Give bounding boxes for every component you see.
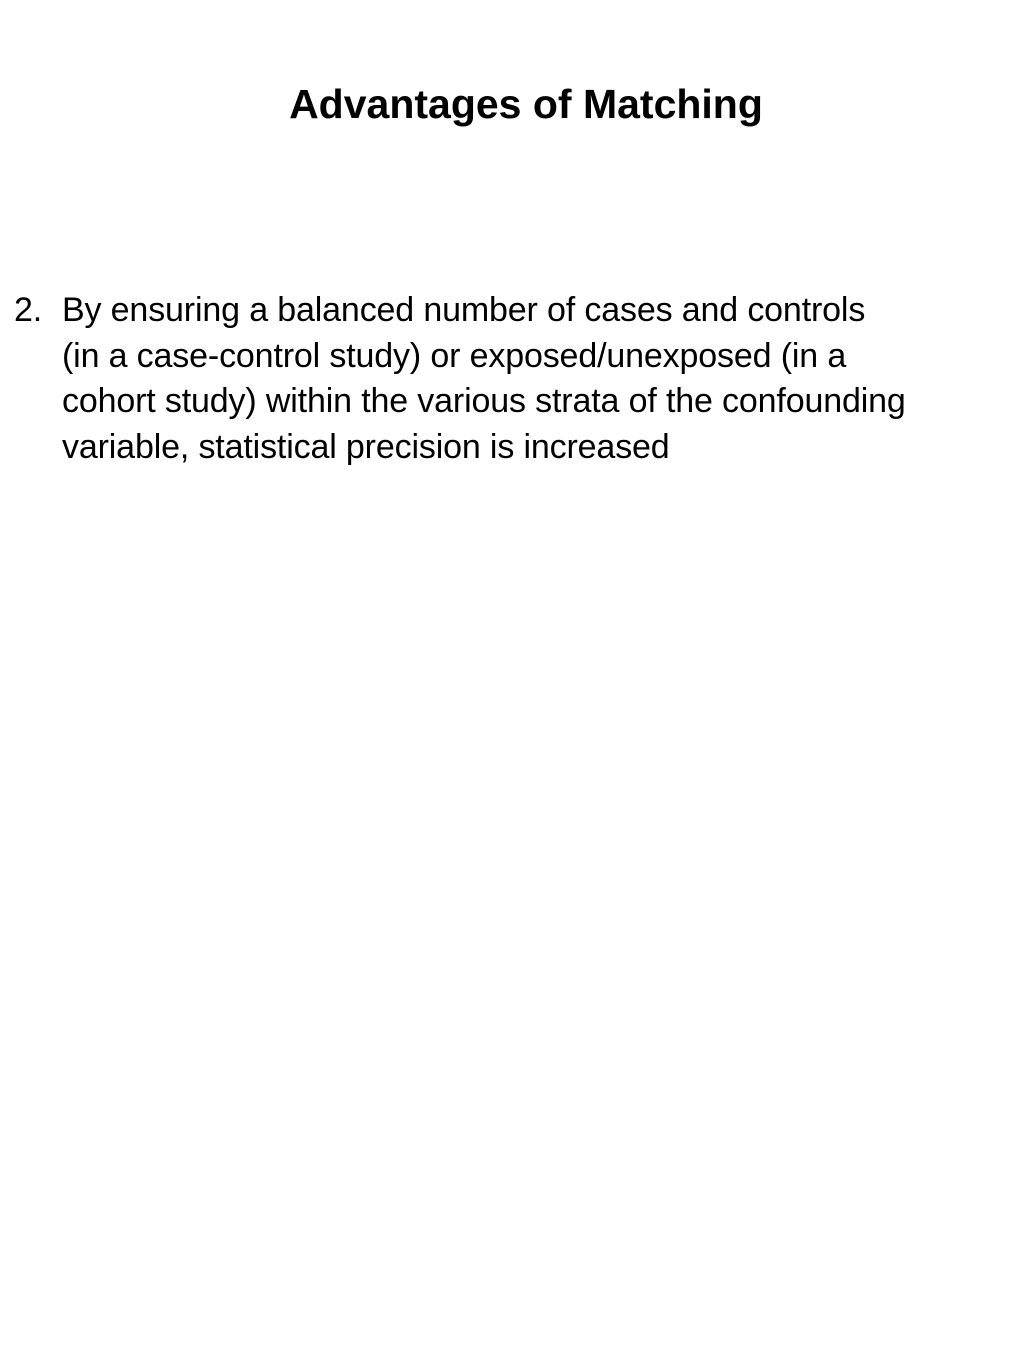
list-item-line-2: (in a case-control study) or exposed/unexposed (in a bbox=[62, 336, 847, 375]
list-item-number: 2. bbox=[14, 291, 43, 329]
list-item-line-4: variable, statistical precision is increased bbox=[62, 427, 670, 466]
slide-title-text: Advantages of Matching bbox=[289, 81, 763, 127]
numbered-list bbox=[14, 288, 1020, 470]
slide-title bbox=[0, 78, 1024, 130]
list-item-line-1: By ensuring a balanced number of cases and controls bbox=[62, 291, 866, 329]
list-item bbox=[14, 288, 1020, 470]
list-item-line-3: cohort study) within the various strata of the confounding bbox=[62, 382, 906, 420]
